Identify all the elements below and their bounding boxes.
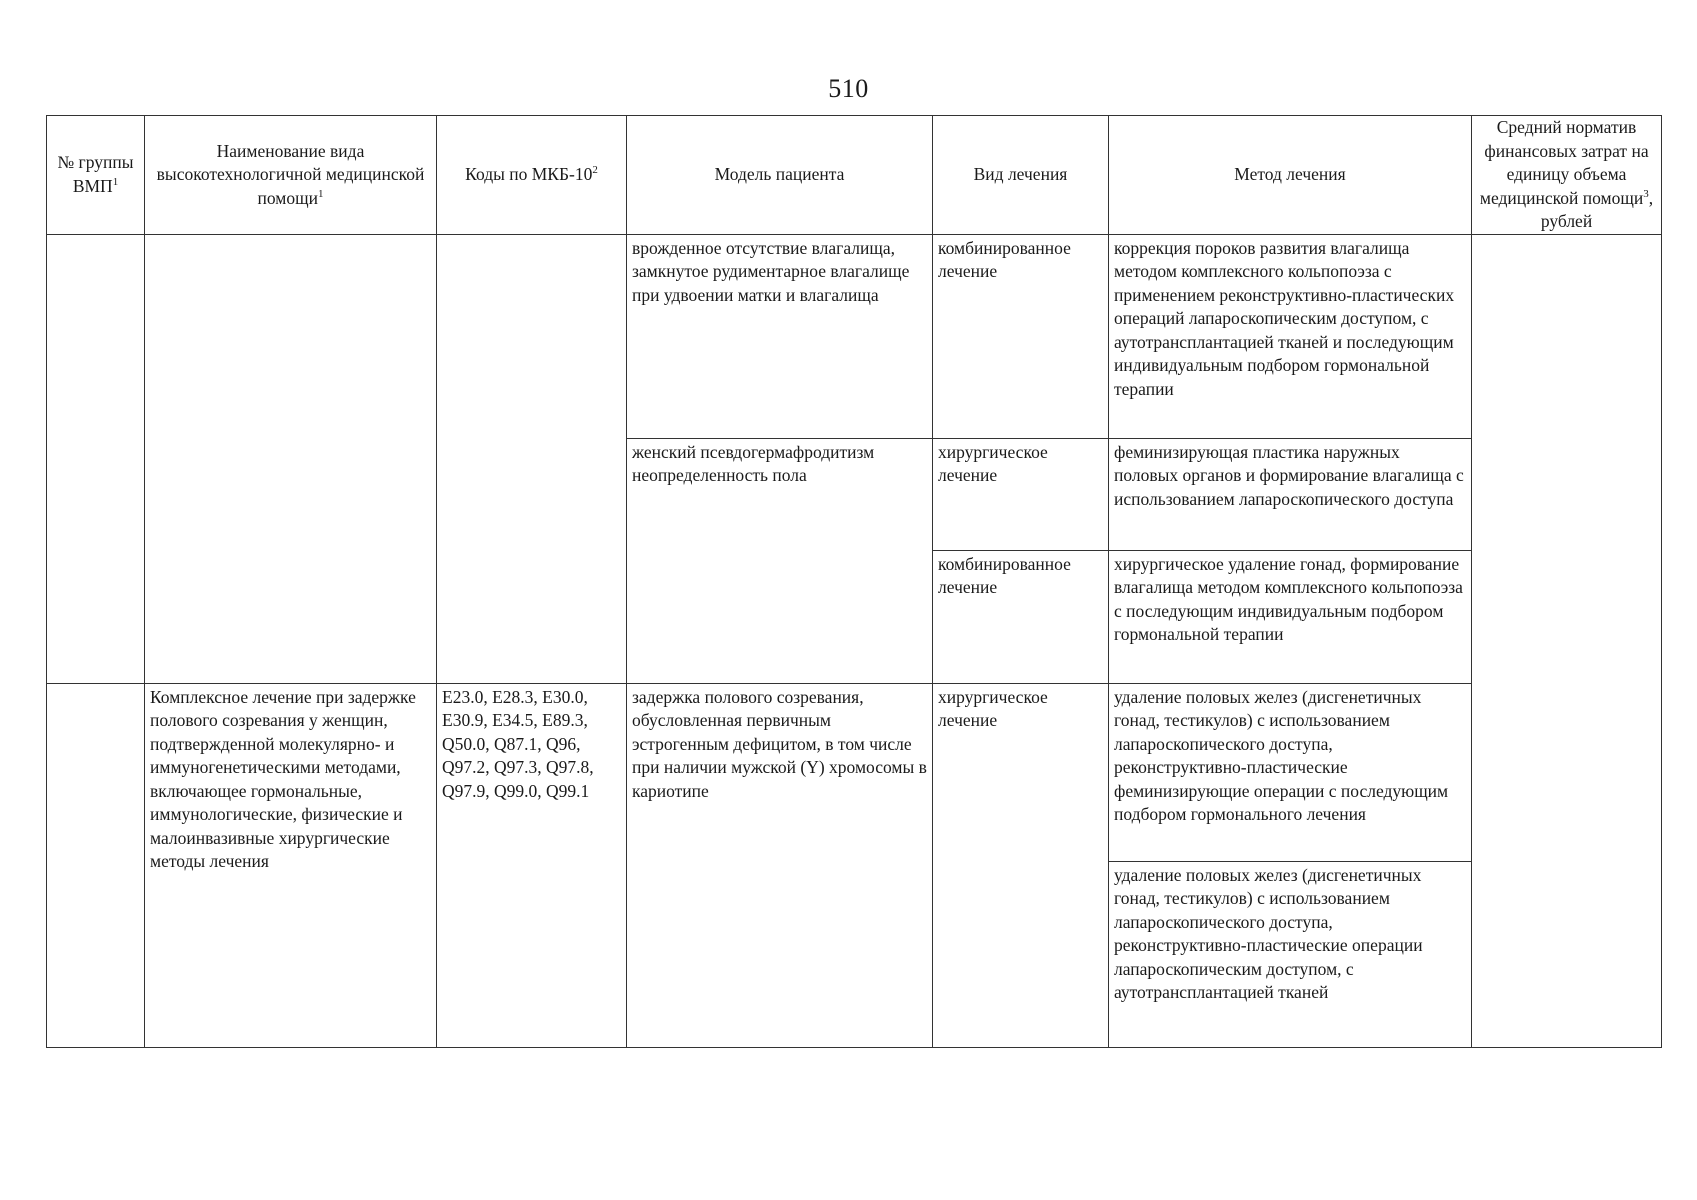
cost-norm-cell (1472, 234, 1662, 1047)
treatment-method-cell: коррекция пороков развития влагалища методом комплексного кольпопоэза с применением реконструктивно-пластических операций лапароскопическим доступом, с аутотрансплантацией тканей и последующим индивидуальным подбором гормональной терапии (1109, 234, 1472, 438)
icd-codes-cell (437, 234, 627, 683)
treatment-method-cell: феминизирующая пластика наружных половых органов и формирование влагалища с использованием лапароскопического доступа (1109, 438, 1472, 550)
header-patient-model: Модель пациента (627, 116, 933, 235)
header-row (47, 116, 1662, 235)
care-name-cell (145, 234, 437, 683)
care-name-cell: Комплексное лечение при задержке полового созревания у женщин, подтвержденной молекулярно- и иммуногенетическими методами, включающее гормональные, иммунологические, физические и малоинвазивные хирургические методы лечения (145, 683, 437, 1047)
treatment-type-cell: хирургическое лечение (933, 683, 1109, 1047)
patient-model-cell: врожденное отсутствие влагалища, замкнутое рудиментарное влагалище при удвоении матки и влагалища (627, 234, 933, 438)
header-icd-codes: Коды по МКБ-$10^2$ (437, 116, 627, 235)
treatment-method-cell: удаление половых желез (дисгенетичных гонад, тестикулов) с использованием лапароскопического доступа, реконструктивно-пластические феминизирующие операции с последующим подбором гормонального лечения (1109, 683, 1472, 861)
icd-codes-cell: E23.0, E28.3, E30.0, E30.9, E34.5, E89.3, Q50.0, Q87.1, Q96, Q97.2, Q97.3, Q97.8, Q97.9, Q99.0, Q99.1 (437, 683, 627, 1047)
treatment-method-cell: удаление половых желез (дисгенетичных гонад, тестикулов) с использованием лапароскопического доступа, реконструктивно-пластические операции лапароскопическим доступом, с аутотрансплантацией тканей (1109, 861, 1472, 1047)
vmp-table (46, 115, 1662, 1048)
group-no-cell (47, 234, 145, 683)
header-cost-norm: Средний норматив финансовых затрат на единицу объема медицинской помощи$^3$, рублей (1472, 116, 1662, 235)
treatment-type-cell: комбинированное лечение (933, 234, 1109, 438)
table-row (47, 234, 1662, 438)
group-no-cell (47, 683, 145, 1047)
header-treatment-type: Вид лечения (933, 116, 1109, 235)
header-care-name: Наименование вида высокотехнологичной медицинской помощи$^1$ (145, 116, 437, 235)
page-number: 510 (828, 74, 869, 103)
patient-model-cell: женский псевдогермафродитизм неопределенность пола (627, 438, 933, 683)
patient-model-cell: задержка полового созревания, обусловленная первичным эстрогенным дефицитом, в том числе при наличии мужской (Y) хромосомы в кариотипе (627, 683, 933, 1047)
table-row (47, 683, 1662, 861)
treatment-type-cell: хирургическое лечение (933, 438, 1109, 550)
header-treatment-method: Метод лечения (1109, 116, 1472, 235)
treatment-type-cell: комбинированное лечение (933, 550, 1109, 683)
header-group-no: № группы ВМП$^1$ (47, 116, 145, 235)
treatment-method-cell: хирургическое удаление гонад, формирование влагалища методом комплексного кольпопоэза с последующим индивидуальным подбором гормональной терапии (1109, 550, 1472, 683)
